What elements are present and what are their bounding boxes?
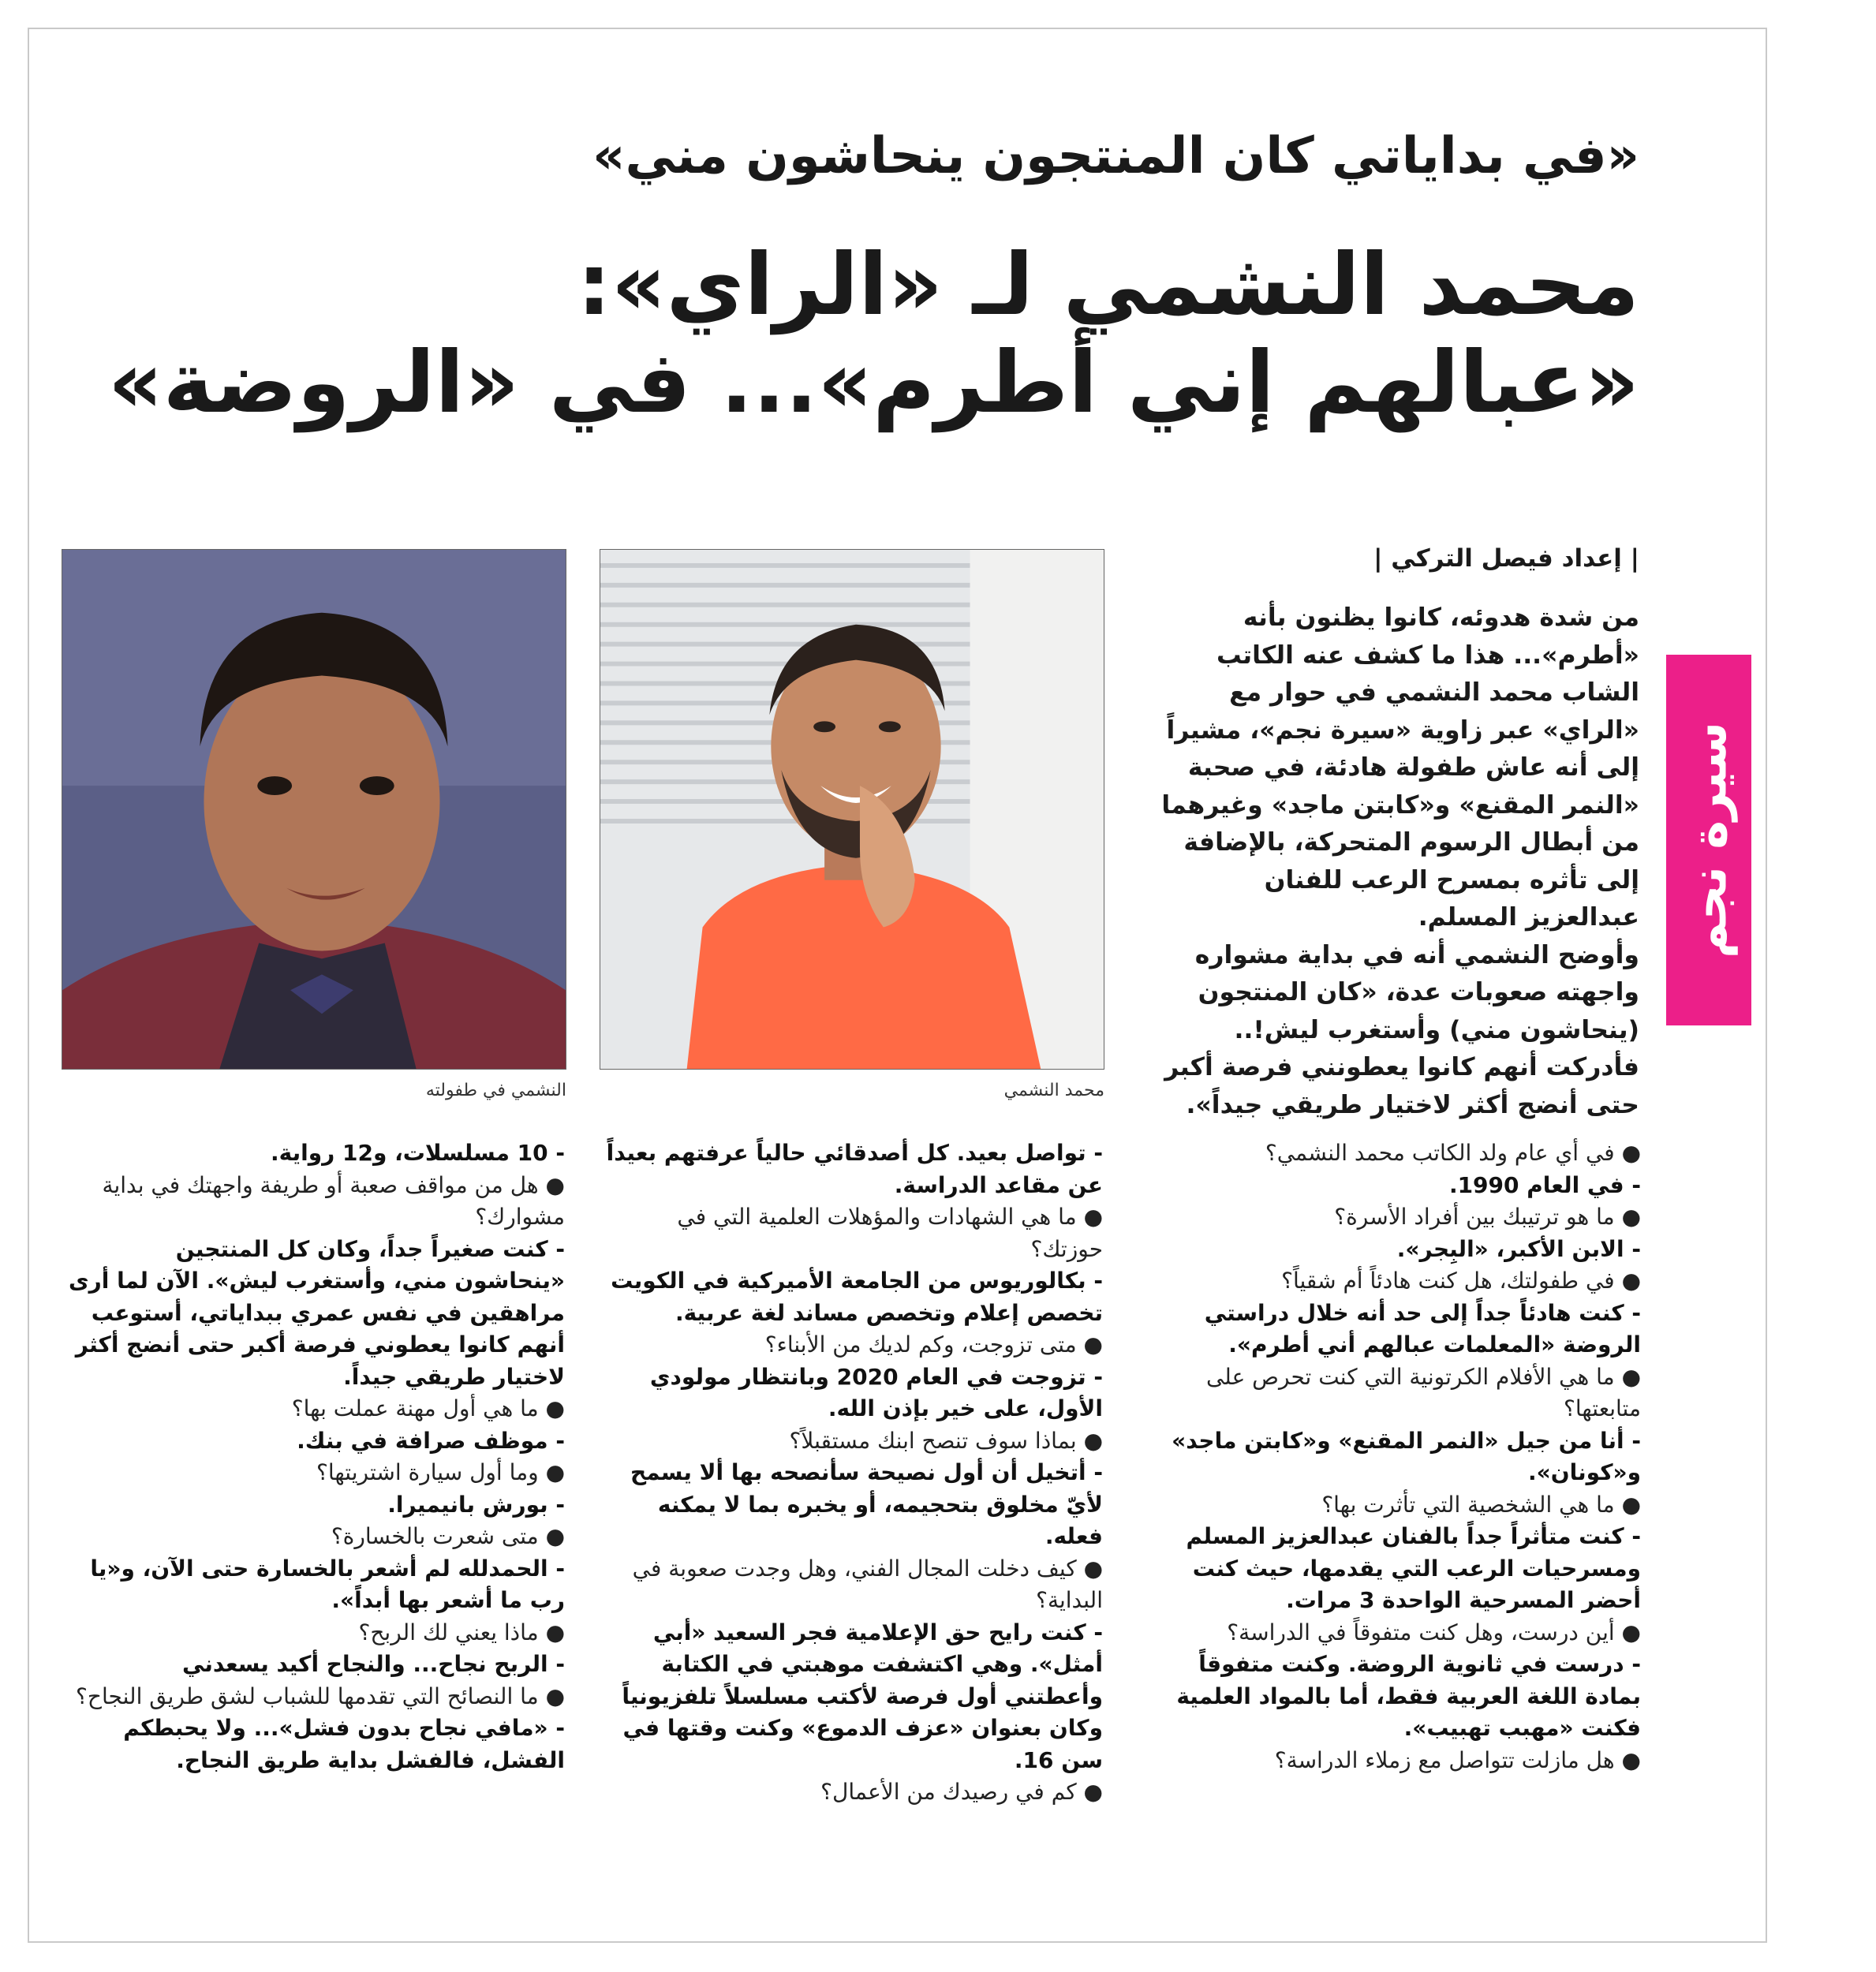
question: ● أين درست، وهل كنت متفوقاً في الدراسة؟ [1227,1619,1641,1645]
interview-column-left [62,1137,565,1776]
answer: - 10 مسلسلات، و12 رواية. [271,1140,565,1166]
answer: - أتخيل أن أول نصيحة سأنصحه بها ألا يسمح لأيّ مخلوق بتحجيمه، أو يخبره بما لا يمكنه فعله. [630,1459,1103,1549]
headline [107,236,1639,433]
question: ● متى شعرت بالخسارة؟ [331,1523,565,1549]
answer: - الحمدلله لم أشعر بالخسارة حتى الآن، و«يا رب ما أشعر بها أبداً». [90,1555,565,1613]
question: ● كم في رصيدك من الأعمال؟ [820,1779,1103,1805]
answer: - كنت هادئاً جداً إلى حد أنه خلال دراستي الروضة «المعلمات عبالهم أني أطرم». [1204,1299,1641,1358]
answer: - كنت صغيراً جداً، وكان كل المنتجين «ينحاشون مني، وأستغرب ليش». الآن لما أرى مراهقين في نفس عمري ببداياتي، أستوعب أنهم كانوا يعطوني فرصة أكبر حتى أنضج أكثر لاختيار طريقي جيداً. [68,1235,565,1390]
section-tab-label: سيرة نجم [1680,722,1738,958]
adult-photo-caption: محمد النشمي [1003,1081,1104,1100]
headline-line-2: «عبالهم إني أطرم»... في «الروضة» [107,334,1639,433]
question: ● ما هي أول مهنة عملت بها؟ [291,1395,565,1421]
adult-photo-image [600,550,1104,1069]
answer: - بكالوريوس من الجامعة الأميركية في الكويت تخصص إعلام وتخصص مساند لغة عربية. [611,1268,1103,1326]
answer: - الابن الأكبر، «البِجر». [1396,1235,1641,1262]
section-tab [1666,655,1751,1025]
intro-paragraph: وأوضح النشمي أنه في بداية مشواره واجهته صعوبات عدة، «كان المنتجون (ينحاشون مني) وأستغرب ليش!.. فأدركت أنهم كانوا يعطونني فرصة أكبر حتى أنضج أكثر لاختيار طريقي جيداً». [1164,940,1639,1119]
question: ● في طفولتك، هل كنت هادئاً أم شقياً؟ [1281,1268,1641,1294]
intro-text [1150,599,1639,1124]
answer: - بورش بانيميرا. [387,1491,565,1518]
answer: - كنت متأثراً جداً بالفنان عبدالعزيز المسلم ومسرحيات الرعب التي يقدمها، حيث كنت أحضر المسرحية الواحدة 3 مرات. [1186,1523,1641,1613]
answer: - الربح نجاح... والنجاح أكيد يسعدني [181,1651,565,1677]
answer: - كنت رايح حق الإعلامية فجر السعيد «أبي أمثل». وهي اكتشفت موهبتي في الكتابة وأعطتني أول فرصة لأكتب مسلسلاً تلفزيونياً وكان بعنوان «عزف الدموع» وكنت وقتها في سن 16. [622,1619,1103,1773]
question: ● في أي عام ولد الكاتب محمد النشمي؟ [1265,1140,1641,1166]
child-photo [62,549,566,1070]
question: ● بماذا سوف تنصح ابنك مستقبلاً؟ [789,1427,1103,1454]
answer: - «مافي نجاح بدون فشل»... ولا يحبطكم الفشل، فالفشل بداية طريق النجاح. [123,1715,565,1773]
answer: - تواصل بعيد. كل أصدقائي حالياً عرفتهم بعيداً عن مقاعد الدراسة. [606,1140,1103,1198]
question: ● ماذا يعني لك الربح؟ [358,1619,565,1645]
interview-column-middle [600,1137,1103,1809]
answer: - أنا من جيل «النمر المقنع» و«كابتن ماجد» و«كونان». [1172,1427,1641,1485]
answer: - موظف صرافة في بنك. [297,1427,565,1454]
byline: | إعداد فيصل التركي | [1373,544,1639,573]
question: ● ما النصائح التي تقدمها للشباب لشق طريق النجاح؟ [76,1683,565,1709]
kicker-quote: «في بداياتي كان المنتجون ينحاشون مني» [592,127,1639,185]
question: ● ما هي الشهادات والمؤهلات العلمية التي في حوزتك؟ [677,1204,1103,1262]
question: ● ما هي الأفلام الكرتونية التي كنت تحرص على متابعتها؟ [1205,1363,1641,1421]
answer: - في العام 1990. [1448,1171,1641,1198]
question: ● ما هي الشخصية التي تأثرت بها؟ [1321,1491,1641,1518]
adult-photo [600,549,1104,1070]
child-photo-image [62,550,566,1069]
question: ● هل من مواقف صعبة أو طريفة واجهتك في بداية مشوارك؟ [102,1171,565,1230]
headline-line-1: محمد النشمي لـ «الراي»: [577,236,1639,334]
answer: - تزوجت في العام 2020 وبانتظار مولودي الأول، على خير بإذن الله. [649,1363,1103,1421]
question: ● متى تزوجت، وكم لديك من الأبناء؟ [764,1331,1103,1358]
question: ● ما هو ترتيبك بين أفراد الأسرة؟ [1334,1204,1641,1230]
question: ● وما أول سيارة اشتريتها؟ [316,1459,565,1485]
question: ● هل مازلت تتواصل مع زملاء الدراسة؟ [1274,1746,1641,1773]
child-photo-caption: النشمي في طفولته [425,1081,566,1100]
answer: - درست في ثانوية الروضة. وكنت متفوقاً بمادة اللغة العربية فقط، أما بالمواد العلمية فكنت «مهبب تهبيب». [1176,1651,1641,1741]
interview-column-right [1138,1137,1641,1776]
question: ● كيف دخلت المجال الفني، وهل وجدت صعوبة في البداية؟ [632,1555,1103,1613]
intro-paragraph: من شدة هدوئه، كانوا يظنون بأنه «أطرم»... هذا ما كشف عنه الكاتب الشاب محمد النشمي في حوار مع «الراي» عبر زاوية «سيرة نجم»، مشيراً إلى أنه عاش طفولة هادئة، في صحبة «النمر المقنع» و«كابتن ماجد» وغيرهما من أبطال الرسوم المتحركة، بالإضافة إلى تأثره بمسرح الرعب للفنان عبدالعزيز المسلم. [1161,603,1639,932]
